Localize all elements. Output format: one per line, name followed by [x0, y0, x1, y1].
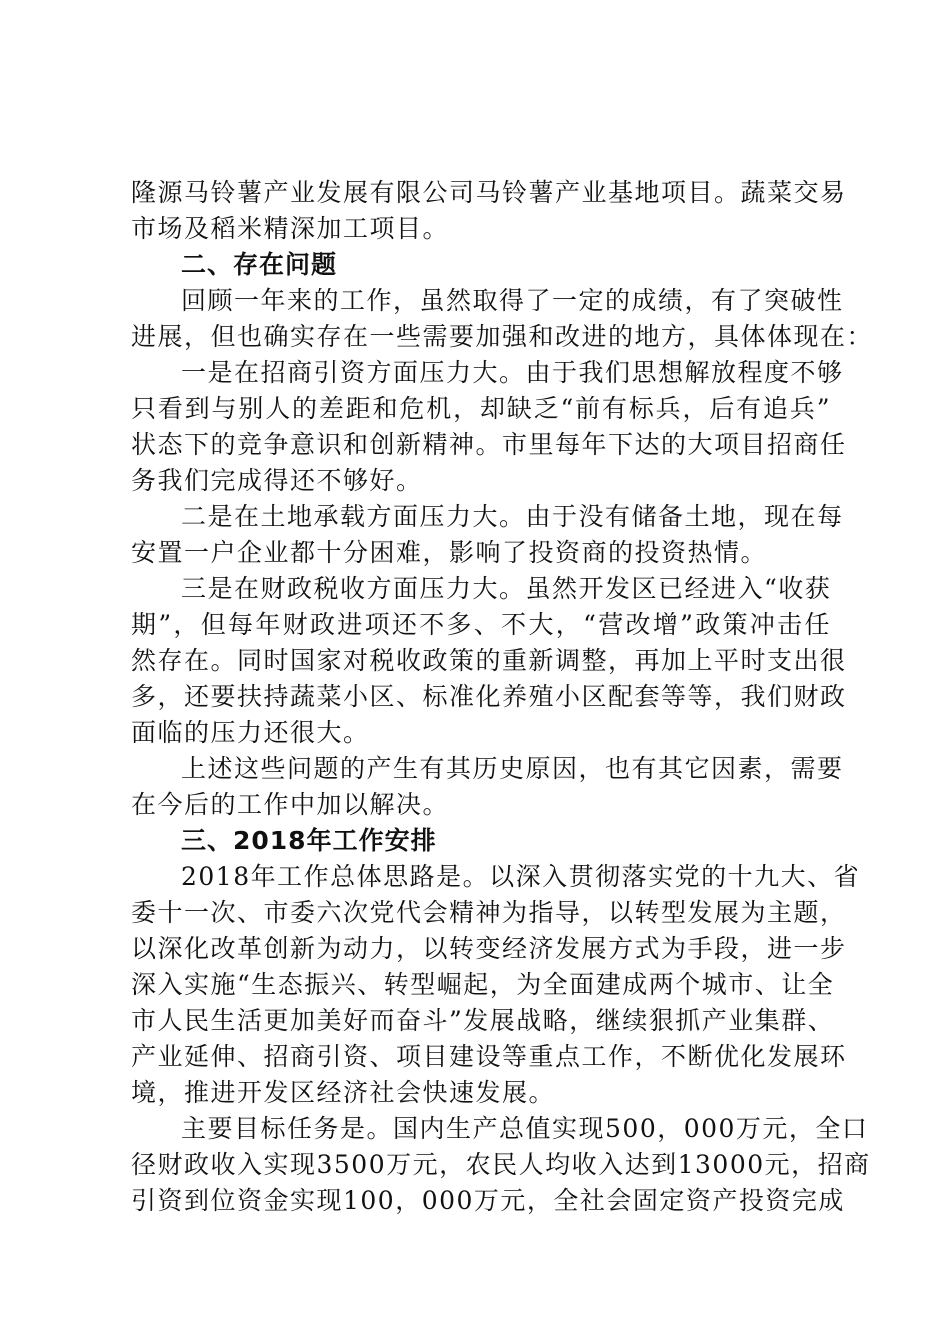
body-text-line: 多，还要扶持蔬菜小区、标准化养殖小区配套等等，我们财政 — [131, 682, 847, 711]
body-text-line: 进展，但也确实存在一些需要加强和改进的地方，具体体现在： — [131, 322, 874, 351]
body-text-line: 二是在土地承载方面压力大。由于没有储备土地，现在每 — [181, 502, 844, 531]
body-text-line: 引资到位资金实现100，000万元，全社会固定资产投资完成 — [131, 1186, 845, 1215]
body-text-line: 一是在招商引资方面压力大。由于我们思想解放程度不够 — [181, 358, 844, 387]
section-heading-2018-plan: 三、2018年工作安排 — [181, 826, 437, 855]
body-text-line: 期”，但每年财政进项还不多、不大，“营改增”政策冲击任 — [131, 610, 831, 639]
body-text-line: 在今后的工作中加以解决。 — [131, 790, 450, 819]
section-heading-problems: 二、存在问题 — [181, 250, 338, 279]
body-text-line: 委十一次、市委六次党代会精神为指导，以转型发展为主题， — [131, 898, 847, 927]
body-text-line: 主要目标任务是。国内生产总值实现500，000万元，全口 — [181, 1114, 869, 1143]
body-text-line: 然存在。同时国家对税收政策的重新调整，再加上平时支出很 — [131, 646, 847, 675]
body-text-line: 回顾一年来的工作，虽然取得了一定的成绩，有了突破性 — [181, 286, 844, 315]
body-text-line: 境，推进开发区经济社会快速发展。 — [131, 1078, 556, 1107]
body-text-line: 产业延伸、招商引资、项目建设等重点工作，不断优化发展环 — [131, 1042, 847, 1071]
body-text-line: 状态下的竞争意识和创新精神。市里每年下达的大项目招商任 — [131, 430, 847, 459]
body-text-line: 务我们完成得还不够好。 — [131, 466, 423, 495]
body-text-line: 只看到与别人的差距和危机，却缺乏“前有标兵，后有追兵” — [131, 394, 831, 423]
body-text-line: 安置一户企业都十分困难，影响了投资商的投资热情。 — [131, 538, 768, 567]
body-text-line: 深入实施“生态振兴、转型崛起，为全面建成两个城市、让全 — [131, 970, 835, 999]
body-text-line: 2018年工作总体思路是。以深入贯彻落实党的十九大、省 — [181, 862, 861, 891]
body-text-line: 径财政收入实现3500万元，农民人均收入达到13000元，招商 — [131, 1150, 871, 1179]
body-text-line: 市人民生活更加美好而奋斗”发展战略，继续狠抓产业集群、 — [131, 1006, 835, 1035]
body-text-line: 上述这些问题的产生有其历史原因，也有其它因素，需要 — [181, 754, 844, 783]
body-text-line: 隆源马铃薯产业发展有限公司马铃薯产业基地项目。蔬菜交易 — [131, 178, 847, 207]
body-text-line: 以深化改革创新为动力，以转变经济发展方式为手段，进一步 — [131, 934, 847, 963]
body-text-line: 市场及稻米精深加工项目。 — [131, 214, 450, 243]
body-text-line: 三是在财政税收方面压力大。虽然开发区已经进入“收获 — [181, 574, 832, 603]
body-text-line: 面临的压力还很大。 — [131, 718, 370, 747]
